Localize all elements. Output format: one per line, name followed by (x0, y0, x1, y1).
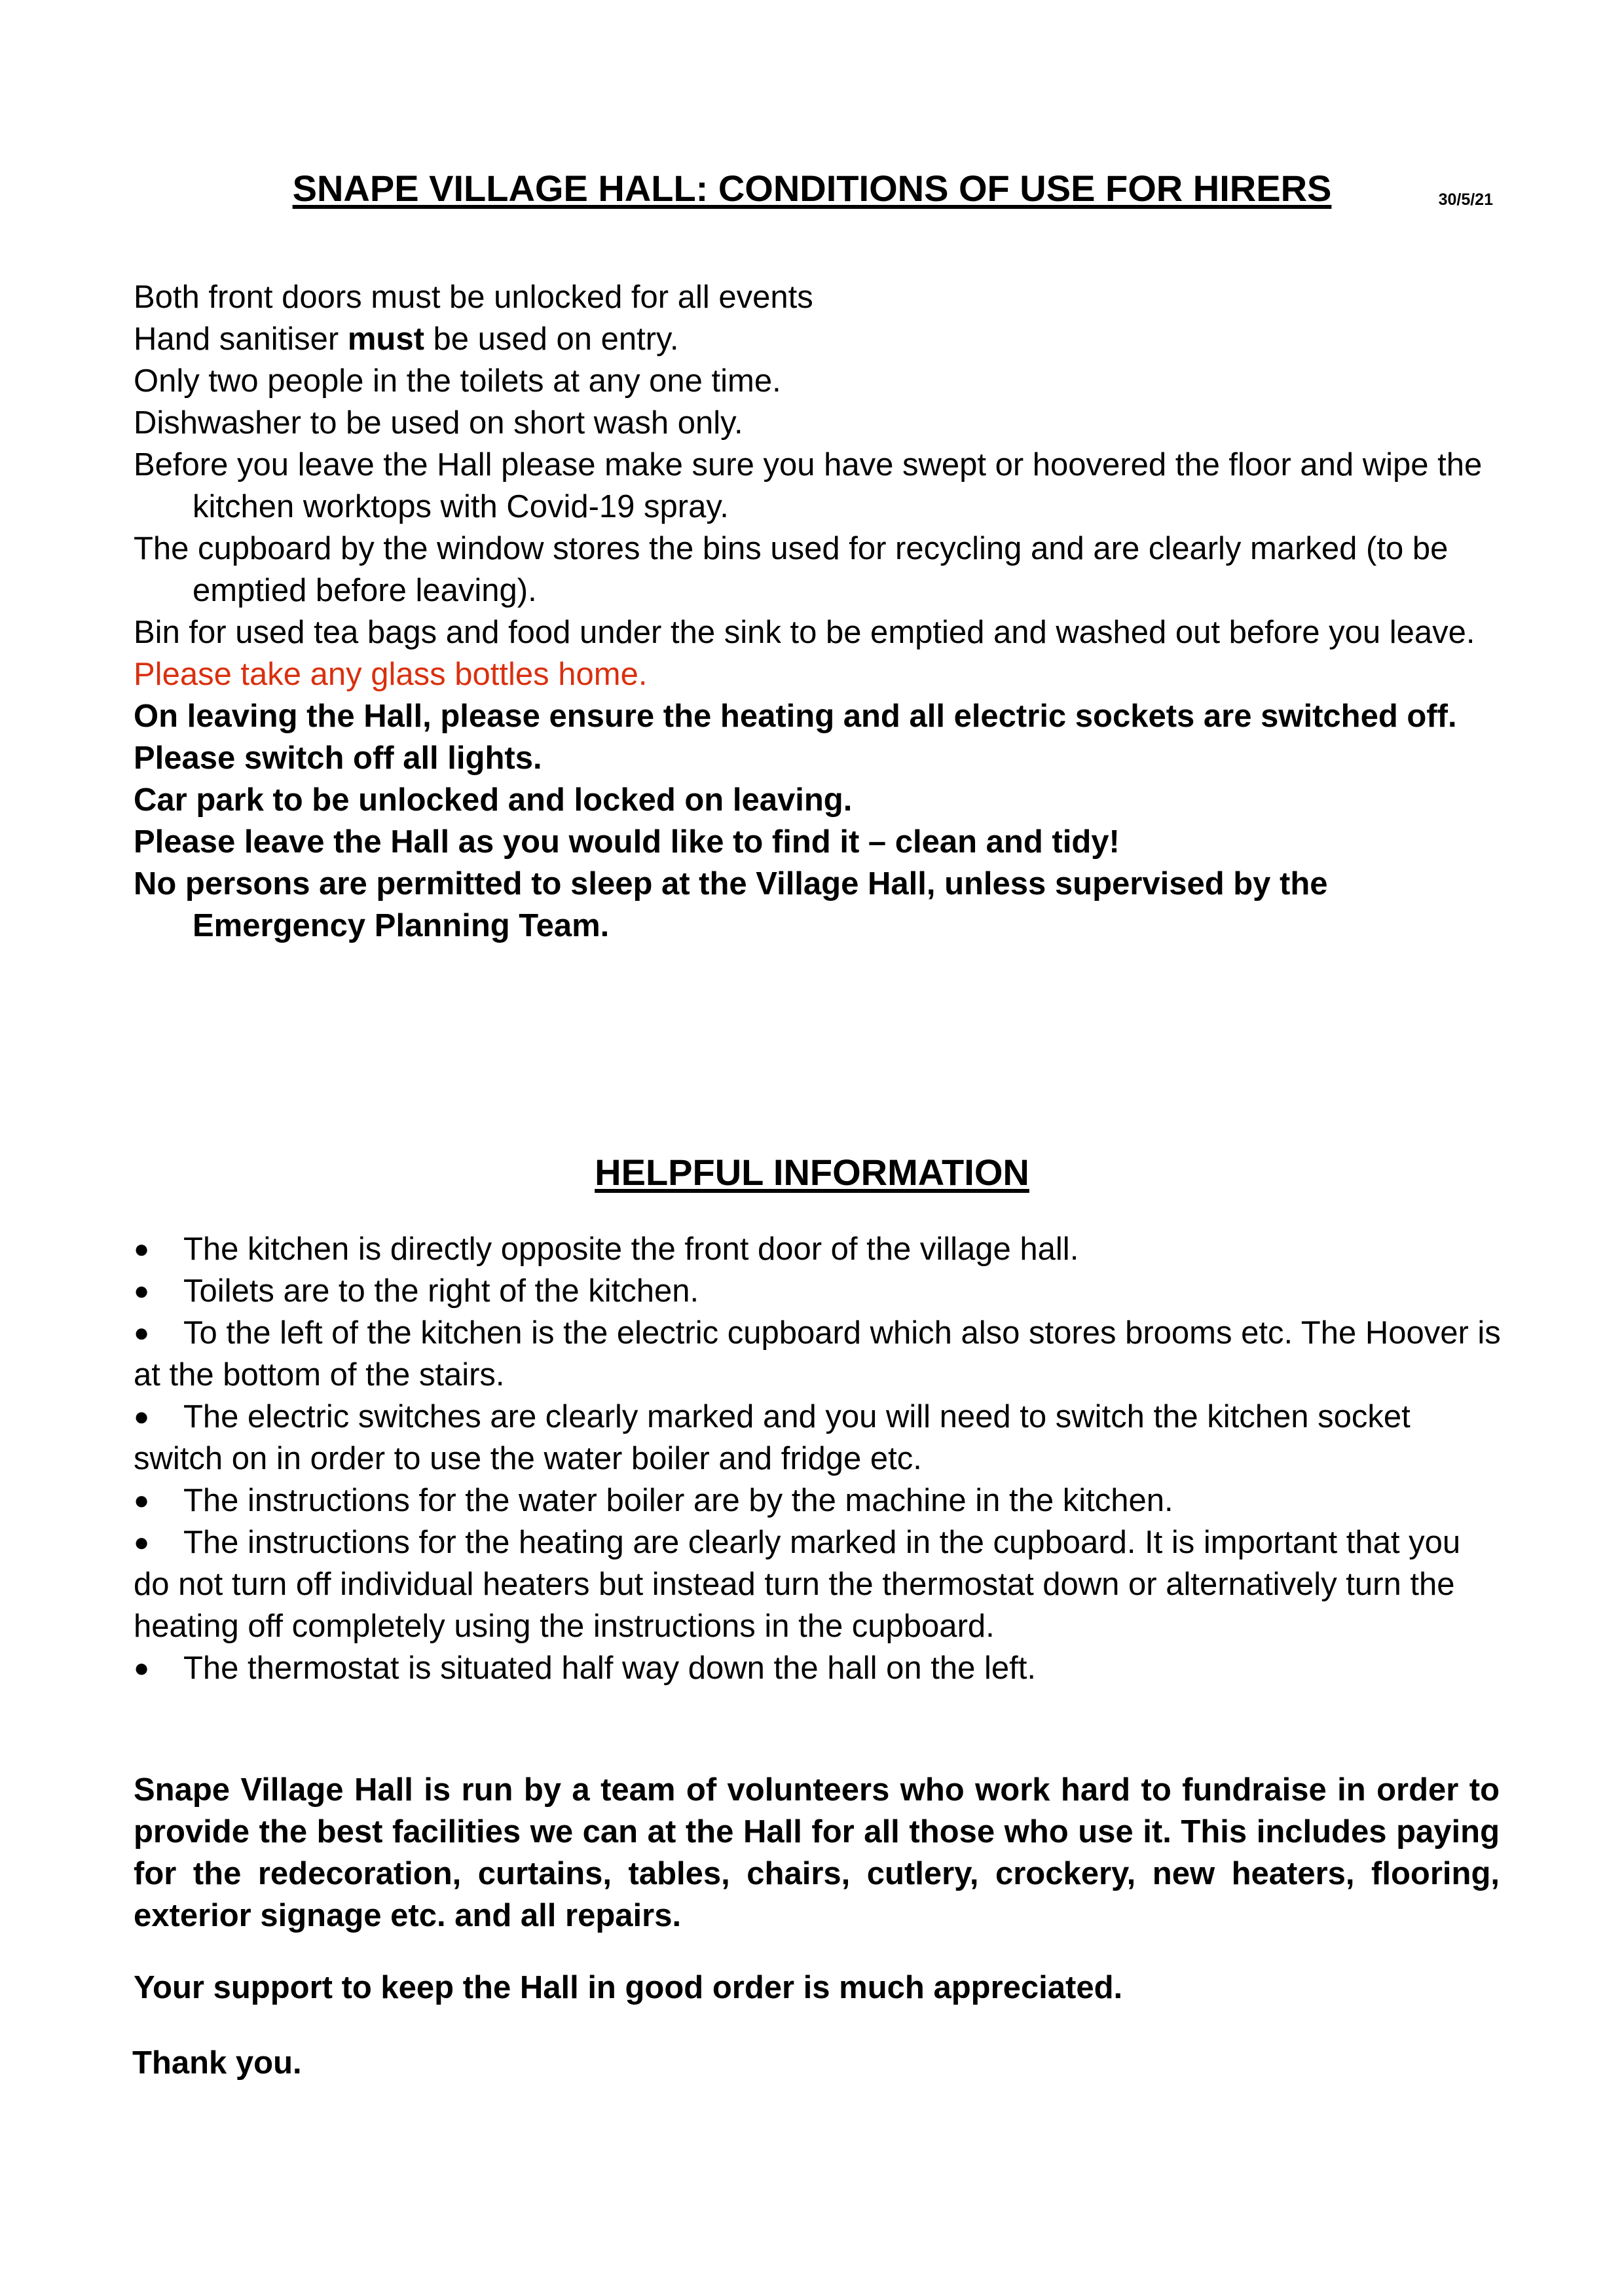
bullet-icon: ● (134, 1319, 150, 1347)
bullet-icon: ● (134, 1654, 150, 1683)
section-heading-helpful-information: HELPFUL INFORMATION (595, 1152, 1029, 1194)
info-item: ● Toilets are to the right of the kitchen. (134, 1270, 1502, 1312)
condition-item: Car park to be unlocked and locked on leaving. (134, 782, 853, 818)
condition-item: Hand sanitiser must be used on entry. (134, 321, 679, 357)
condition-item: Please switch off all lights. (134, 740, 542, 776)
condition-item: No persons are permitted to sleep at the Village Hall, unless supervised by the Emergency Planning Team. (134, 866, 1328, 943)
info-item: ● The electric switches are clearly marked and you will need to switch the kitchen socket switch on in order to use the water boiler and fridge etc. (134, 1396, 1502, 1480)
condition-item: Please leave the Hall as you would like to find it – clean and tidy! (134, 824, 1120, 860)
conditions-list (134, 276, 1509, 947)
condition-item: Bin for used tea bags and food under the sink to be emptied and washed out before you leave. (134, 615, 1475, 650)
bullet-icon: ● (134, 1528, 150, 1557)
condition-item: Only two people in the toilets at any one time. (134, 363, 781, 399)
page-title-text: SNAPE VILLAGE HALL: CONDITIONS OF USE FOR HIRERS (292, 167, 1332, 209)
info-item: ● The instructions for the heating are clearly marked in the cupboard. It is important that you do not turn off individual heaters but instead turn the thermostat down or alternatively turn the heating off completely using the instructions in the cupboard. (134, 1522, 1502, 1647)
condition-item: Dishwasher to be used on short wash only. (134, 405, 743, 441)
bullet-icon: ● (134, 1235, 150, 1264)
condition-item: On leaving the Hall, please ensure the heating and all electric sockets are switched off. (134, 699, 1457, 734)
info-item: ● The thermostat is situated half way down the hall on the left. (134, 1647, 1502, 1689)
condition-item-warning: Please take any glass bottles home. (134, 657, 648, 692)
document-date: 30/5/21 (1438, 191, 1493, 209)
emphasis-must: must (347, 321, 424, 357)
info-item: ● The instructions for the water boiler are by the machine in the kitchen. (134, 1480, 1502, 1522)
page-title (0, 168, 1624, 210)
bullet-icon: ● (134, 1277, 150, 1305)
condition-item: Both front doors must be unlocked for all events (134, 280, 813, 315)
info-item: ● To the left of the kitchen is the electric cupboard which also stores brooms etc. The Hoover is at the bottom of the stairs. (134, 1312, 1502, 1396)
condition-item: Before you leave the Hall please make sure you have swept or hoovered the floor and wipe the kitchen worktops with Covid-19 spray. (134, 447, 1483, 524)
info-item: ● The kitchen is directly opposite the front door of the village hall. (134, 1228, 1502, 1270)
helpful-info-list (134, 1228, 1502, 1689)
condition-item: The cupboard by the window stores the bins used for recycling and are clearly marked (to be emptied before leaving). (134, 531, 1449, 608)
bullet-icon: ● (134, 1402, 150, 1431)
thanks-line: Thank you. (132, 2045, 302, 2081)
support-line: Your support to keep the Hall in good order is much appreciated. (134, 1970, 1123, 2005)
closing-paragraph: Snape Village Hall is run by a team of volunteers who work hard to fundraise in order to provide the best facilities we can at the Hall for all those who use it. This includes paying for the redecoration, curtains, tables, chairs, cutlery, crockery, new heaters, flooring, exterior signage etc. and all repairs. (134, 1772, 1500, 1933)
bullet-icon: ● (134, 1486, 150, 1515)
